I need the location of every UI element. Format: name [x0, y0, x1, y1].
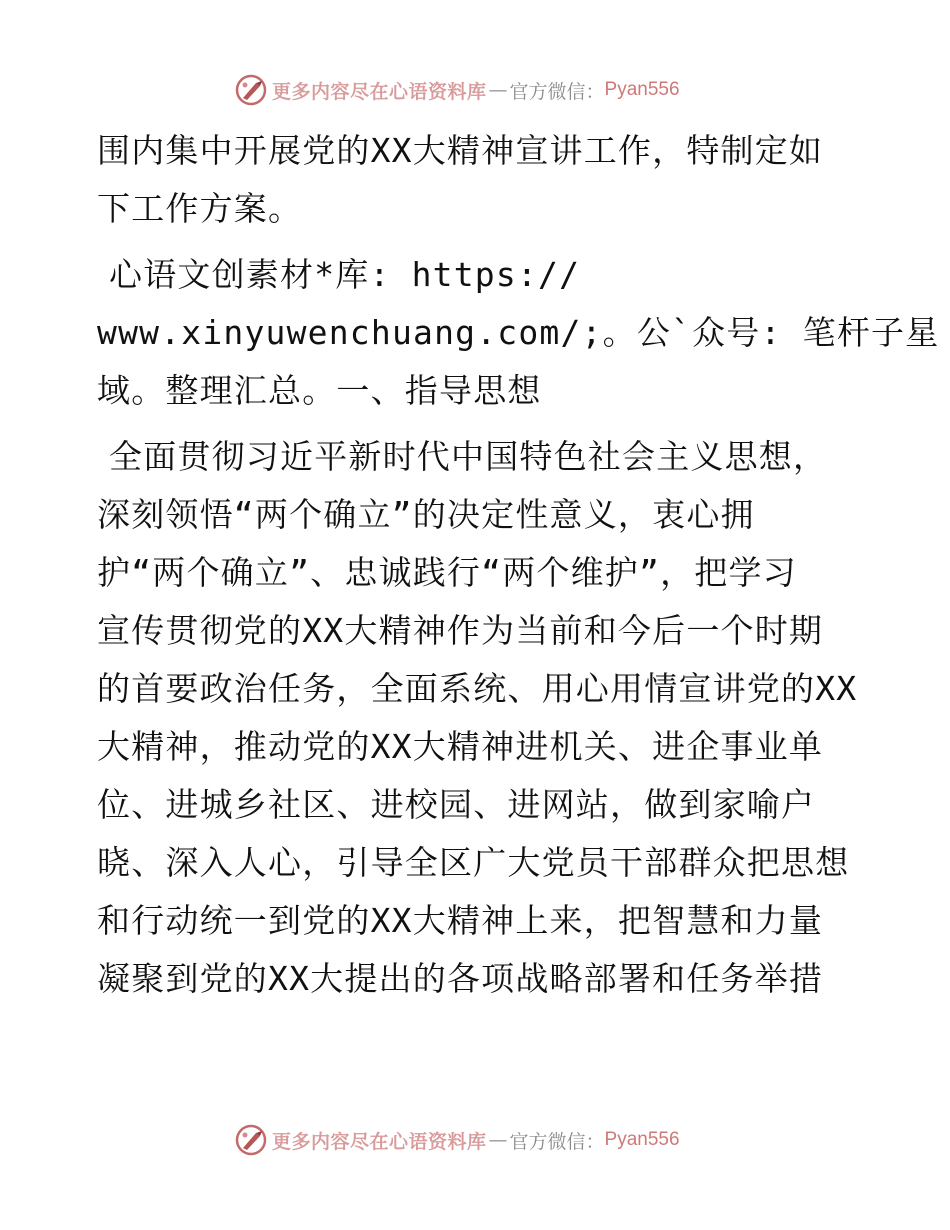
watermark-text: 更多内容尽在心语资料库 — [272, 1130, 487, 1153]
text-line: 位、进城乡社区、进校园、进网站，做到家喻户 — [97, 785, 816, 824]
text-line: 深刻领悟“两个确立”的决定性意义，衷心拥 — [97, 495, 755, 534]
text-line: 护“两个确立”、忠诚践行“两个维护”，把学习 — [97, 553, 797, 592]
text-line: 全面贯彻习近平新时代中国特色社会主义思想， — [109, 437, 828, 476]
text-line: 宣传贯彻党的XX大精神作为当前和今后一个时期 — [97, 611, 824, 650]
text-line: 围内集中开展党的XX大精神宣讲工作，特制定如 — [97, 131, 824, 170]
watermark-official-label: 官方微信： — [509, 1130, 605, 1153]
header-watermark — [234, 70, 680, 110]
text-line: 下工作方案。 — [97, 189, 303, 228]
paragraph-source — [97, 246, 940, 420]
watermark-wechat-id: Pyan556 — [604, 79, 680, 100]
watermark-text: 更多内容尽在心语资料库 — [272, 80, 487, 103]
watermark-dash: — — [488, 1129, 508, 1151]
watermark-dash: — — [488, 79, 508, 101]
pen-logo-icon — [234, 73, 268, 107]
text-line: 晓、深入人心，引导全区广大党员干部群众把思想 — [97, 843, 850, 882]
text-line: 域。整理汇总。一、指导思想 — [97, 371, 542, 410]
text-line: 和行动统一到党的XX大精神上来，把智慧和力量 — [97, 901, 824, 940]
pen-logo-icon — [234, 1123, 268, 1157]
watermark-wechat-id: Pyan556 — [604, 1129, 680, 1150]
document-body — [97, 122, 940, 1016]
paragraph-intro — [97, 122, 887, 238]
text-line: 心语文创素材*库: https:// — [109, 255, 581, 294]
footer-watermark — [234, 1120, 680, 1160]
text-line: 大精神，推动党的XX大精神进机关、进企事业单 — [97, 727, 824, 766]
watermark-official-label: 官方微信： — [509, 80, 605, 103]
text-line: www.xinyuwenchuang.com/;。公`众号: 笔杆子星 — [97, 313, 940, 352]
paragraph-guiding-ideology — [97, 428, 887, 1008]
text-line: 凝聚到党的XX大提出的各项战略部署和任务举措 — [97, 959, 824, 998]
text-line: 的首要政治任务，全面系统、用心用情宣讲党的XX — [97, 669, 858, 708]
